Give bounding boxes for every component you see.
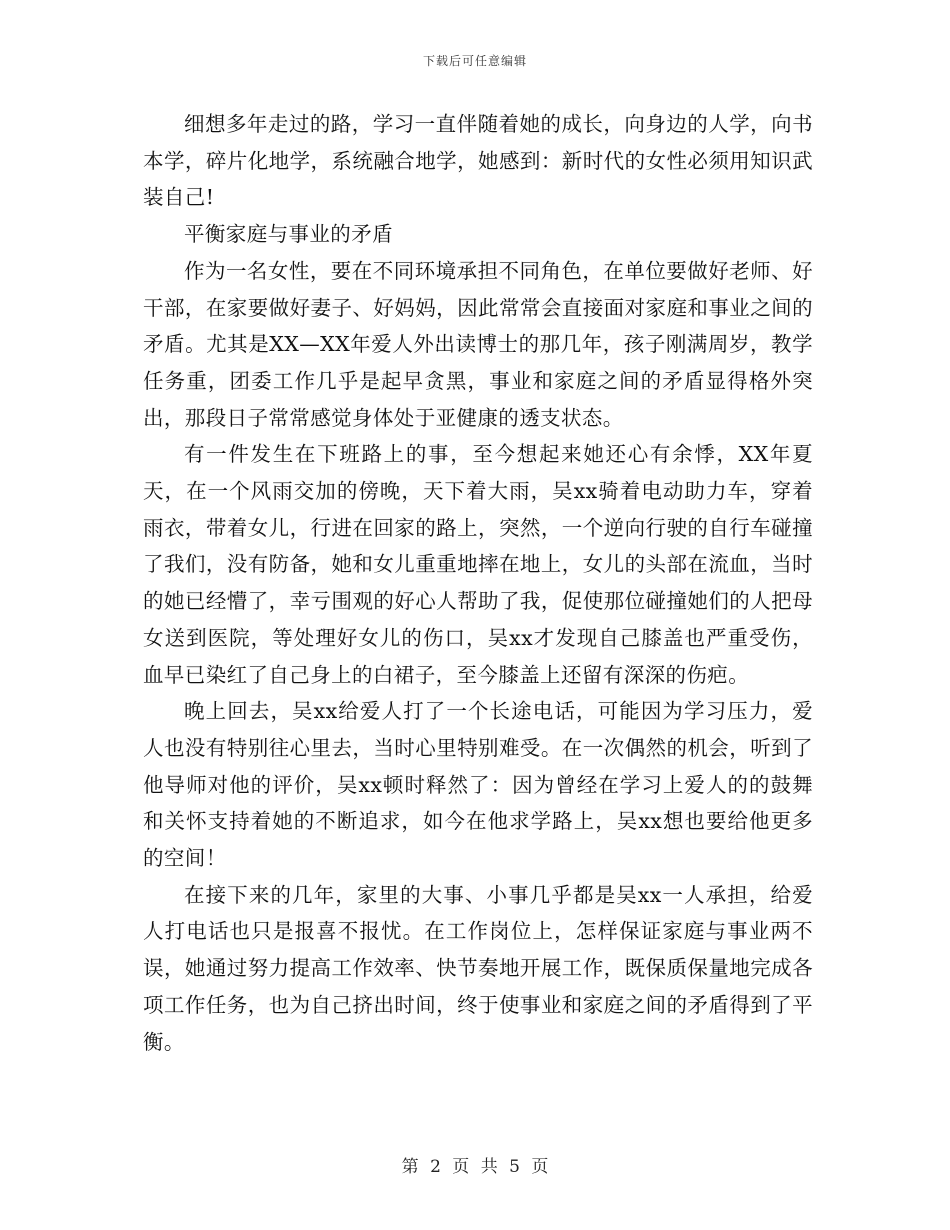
paragraph-accident: 有一件发生在下班路上的事，至今想起来她还心有余悸，XX年夏天，在一个风雨交加的傍晚，天下着大雨，吴xx骑着电动助力车，穿着雨衣，带着女儿，行进在回家的路上，突然，一个逆向行驶的自行车碰撞了我们，没有防备，她和女儿重重地摔在地上，女儿的头部在流血，当时的她已经懵了，幸亏围观的好心人帮助了我，促使那位碰撞她们的人把母女送到医院，等处理好女儿的伤口，吴xx才发现自己膝盖也严重受伤，血早已染红了自己身上的白裙子，至今膝盖上还留有深深的伤疤。	[143, 442, 813, 687]
section-heading: 平衡家庭与事业的矛盾	[184, 222, 393, 247]
page-header: 下载后可任意编辑	[422, 54, 527, 68]
document-body	[143, 106, 813, 1060]
paragraph-phone-call: 晚上回去，吴xx给爱人打了一个长途电话，可能因为学习压力，爱人也没有特别往心里去，当时心里特别难受。在一次偶然的机会，听到了他导师对他的评价，吴xx顿时释然了：因为曾经在学习上爱人的的鼓舞和关怀支持着她的不断追求，如今在他求学路上，吴xx想也要给他更多的空间！	[143, 699, 813, 871]
paragraph-learning: 细想多年走过的路，学习一直伴随着她的成长，向身边的人学，向书本学，碎片化地学，系统融合地学，她感到：新时代的女性必须用知识武装自己!	[143, 112, 813, 210]
page-number: 第 2 页 共 5 页	[401, 1157, 549, 1177]
paragraph-roles: 作为一名女性，要在不同环境承担不同角色，在单位要做好老师、好干部，在家要做好妻子、好妈妈，因此常常会直接面对家庭和事业之间的矛盾。尤其是XX—XX年爱人外出读博士的那几年，孩子刚满周岁，教学任务重，团委工作几乎是起早贪黑，事业和家庭之间的矛盾显得格外突出，那段日子常常感觉身体处于亚健康的透支状态。	[143, 258, 813, 430]
paragraph-balance: 在接下来的几年，家里的大事、小事几乎都是吴xx一人承担，给爱人打电话也只是报喜不报忧。在工作岗位上，怎样保证家庭与事业两不误，她通过努力提高工作效率、快节奏地开展工作，既保质保量地完成各项工作任务，也为自己挤出时间，终于使事业和家庭之间的矛盾得到了平衡。	[143, 882, 813, 1054]
